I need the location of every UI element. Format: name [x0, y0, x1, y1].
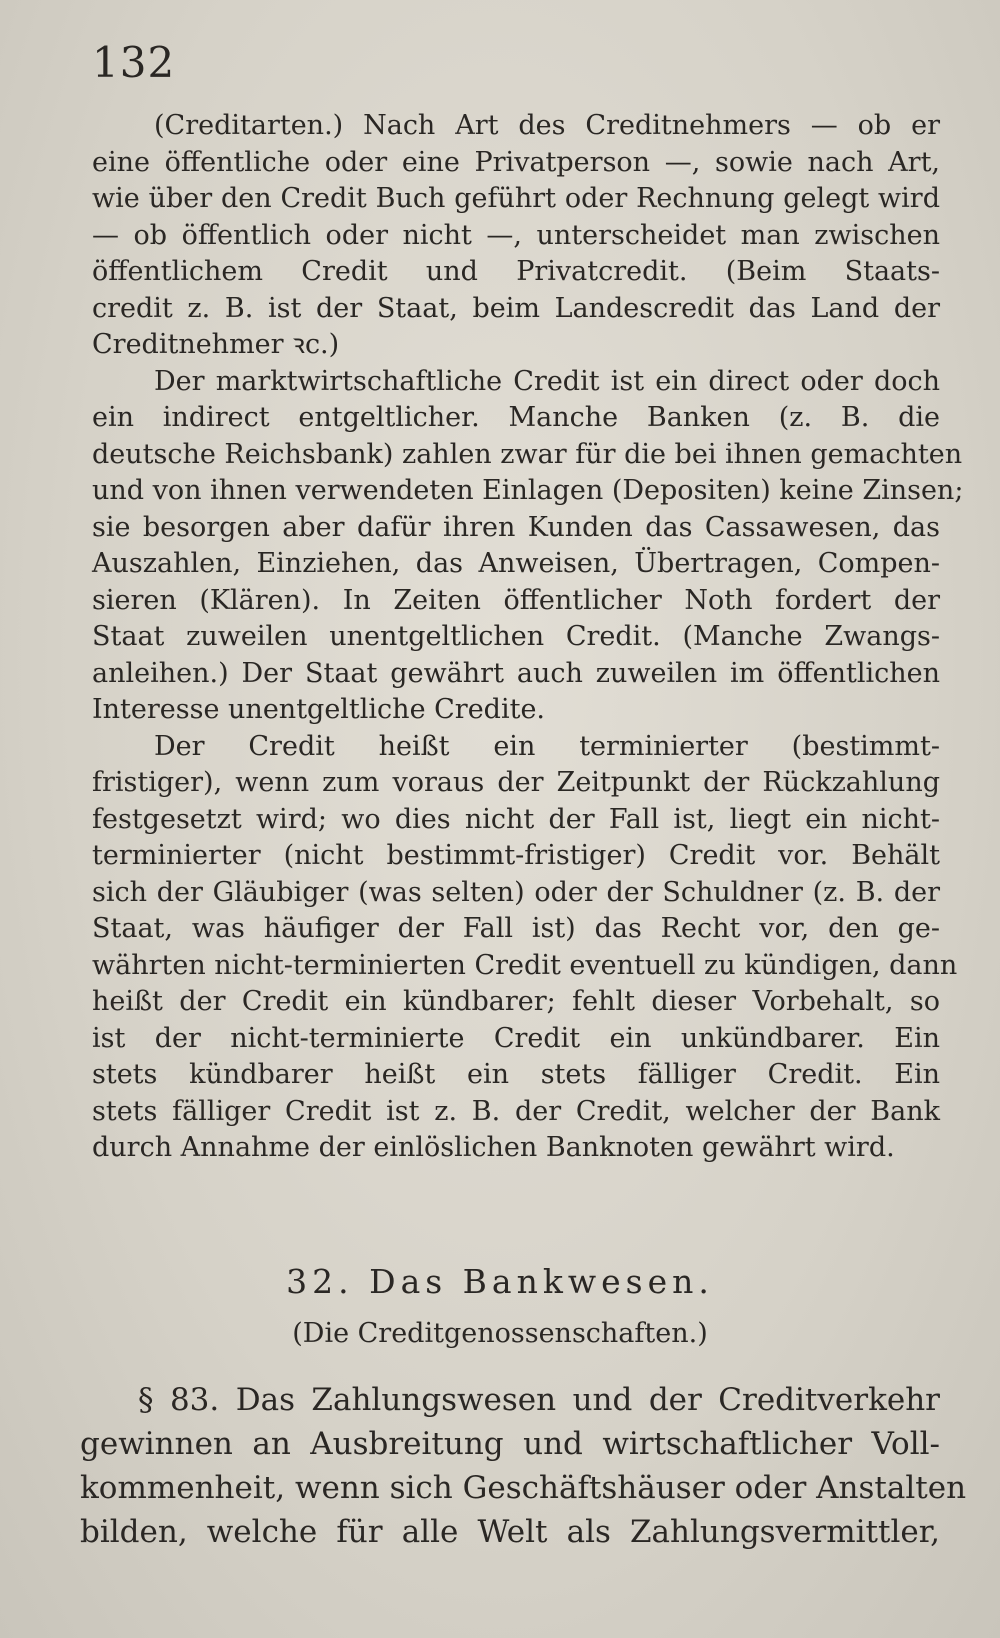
text-line: eine öffentliche oder eine Privatperson —, sowie nach Art, — [92, 146, 940, 178]
text-line: Creditnehmer ꝛc.) — [92, 329, 340, 360]
text-line: fristiger), wenn zum voraus der Zeitpunkt der Rückzahlung — [92, 767, 940, 798]
text-line: ist der nicht-terminierte Credit ein unkündbarer. Ein — [92, 1022, 940, 1054]
text-line: deutsche Reichsbank) zahlen zwar für die bei ihnen gemachten — [92, 438, 963, 470]
text-line: stets fälliger Credit ist z. B. der Credit, welcher der Bank — [92, 1095, 940, 1127]
text-line: bilden, welche für alle Welt als Zahlungsvermittler, — [80, 1514, 940, 1550]
text-line: durch Annahme der einlöslichen Banknoten gewährt wird. — [92, 1132, 895, 1163]
text-line: Staat, was häufiger der Fall ist) das Recht vor, den ge- — [92, 913, 940, 944]
text-line: Der marktwirtschaftliche Credit ist ein direct oder doch — [154, 365, 940, 397]
text-line: ein indirect entgeltlicher. Manche Banken (z. B. die — [92, 402, 940, 433]
text-line: öffentlichem Credit und Privatcredit. (Beim Staats- — [92, 256, 940, 287]
text-line: festgesetzt wird; wo dies nicht der Fall ist, liegt ein nicht- — [92, 803, 940, 835]
body-text — [92, 108, 964, 1167]
text-line: Staat zuweilen unentgeltlichen Credit. (Manche Zwangs- — [92, 621, 940, 652]
text-line: und von ihnen verwendeten Einlagen (Depositen) keine Zinsen; — [92, 475, 964, 506]
text-line: credit z. B. ist der Staat, beim Landescredit das Land der — [92, 292, 940, 324]
section-text — [80, 1378, 967, 1554]
text-line: sich der Gläubiger (was selten) oder der Schuldner (z. B. der — [92, 876, 940, 908]
section-heading: 32. Das Bankwesen. — [286, 1262, 714, 1301]
text-line: wie über den Credit Buch geführt oder Rechnung gelegt wird — [92, 183, 940, 214]
text-line: sie besorgen aber dafür ihren Kunden das Cassawesen, das — [92, 511, 940, 543]
text-line: terminierter (nicht bestimmt-fristiger) Credit vor. Behält — [92, 840, 940, 871]
text-line: § 83. Das Zahlungswesen und der Creditverkehr — [138, 1382, 940, 1418]
text-line: währten nicht-terminierten Credit eventuell zu kündigen, dann — [92, 949, 958, 981]
text-line: — ob öffentlich oder nicht —, unterscheidet man zwischen — [92, 219, 940, 251]
text-line: (Creditarten.) Nach Art des Creditnehmers — ob er — [154, 110, 940, 141]
text-line: anleihen.) Der Staat gewährt auch zuweilen im öffentlichen — [92, 657, 940, 689]
text-line: Interesse unentgeltliche Credite. — [92, 694, 546, 725]
page-number: 132 — [92, 38, 176, 87]
text-line: sieren (Klären). In Zeiten öffentlicher Noth fordert der — [92, 584, 940, 616]
text-line: kommenheit, wenn sich Geschäftshäuser oder Anstalten — [80, 1470, 967, 1506]
text-line: Der Credit heißt ein terminierter (bestimmt- — [154, 730, 940, 762]
section-subheading: (Die Creditgenossenschaften.) — [292, 1318, 708, 1349]
text-line: gewinnen an Ausbreitung und wirtschaftlicher Voll- — [80, 1426, 940, 1462]
text-line: heißt der Credit ein kündbarer; fehlt dieser Vorbehalt, so — [92, 986, 940, 1017]
text-line: stets kündbarer heißt ein stets fälliger Credit. Ein — [92, 1059, 940, 1090]
text-line: Auszahlen, Einziehen, das Anweisen, Übertragen, Compen- — [92, 548, 940, 579]
